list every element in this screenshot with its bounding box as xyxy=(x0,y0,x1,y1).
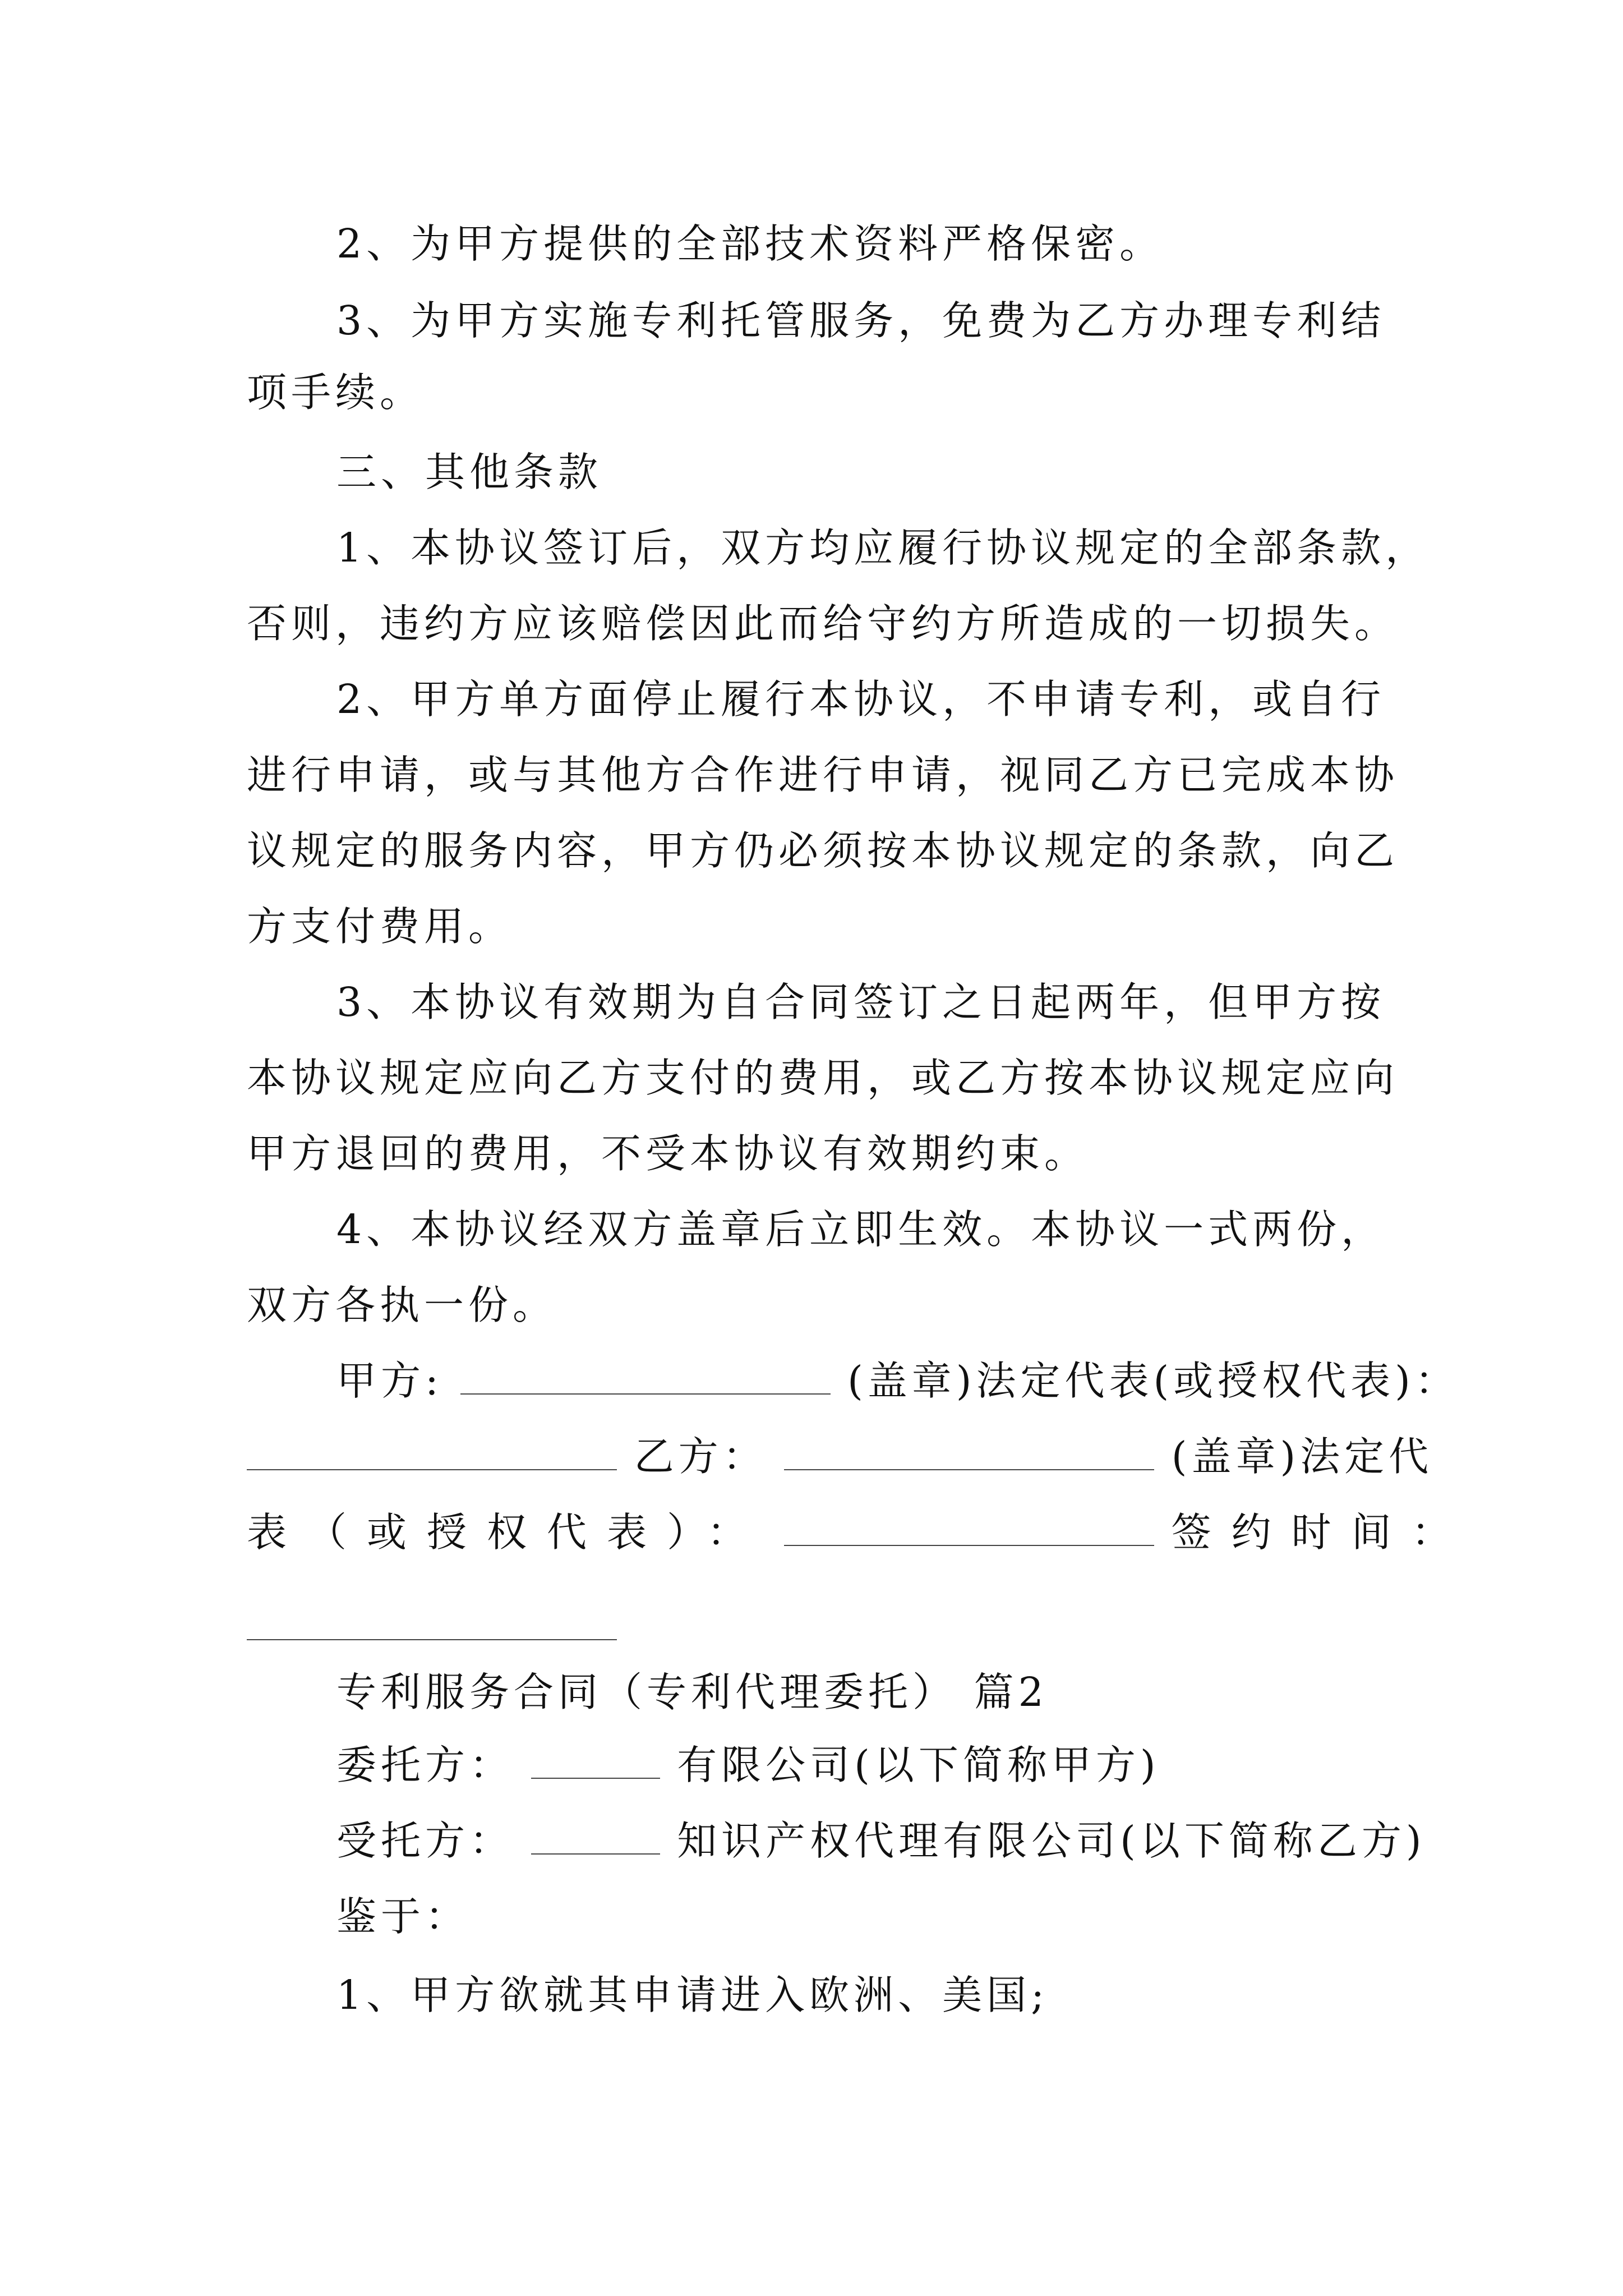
sign-time-label: 签约时间： xyxy=(1171,1509,1472,1556)
other-clause-4-line1: 4、本协议经双方盖章后立即生效。本协议一式两份， xyxy=(336,1206,1386,1253)
party-a-seal-rep: (盖章)法定代表(或授权代表)： xyxy=(847,1358,1459,1404)
agent-suffix: 知识产权代理有限公司(以下简称乙方) xyxy=(677,1818,1426,1864)
section2-title: 专利服务合同（专利代理委托） 篇2 xyxy=(336,1669,1048,1715)
client-blank[interactable] xyxy=(531,1743,660,1779)
other-clause-3-line2: 本协议规定应向乙方支付的费用，或乙方按本协议规定应向 xyxy=(247,1055,1399,1101)
party-a-rep-blank[interactable] xyxy=(247,1434,617,1470)
section-other-terms-heading: 三、其他条款 xyxy=(336,449,603,495)
party-b-blank[interactable] xyxy=(784,1434,1154,1470)
signature-line-time xyxy=(247,1507,1472,1558)
client-line xyxy=(336,1740,1160,1791)
other-clause-2-line3: 议规定的服务内容，甲方仍必须按本协议规定的条款，向乙 xyxy=(247,827,1399,874)
clause-2-confidential: 2、为甲方提供的全部技术资料严格保密。 xyxy=(336,220,1164,267)
other-clause-1-line2: 否则，违约方应该赔偿因此而给守约方所造成的一切损失。 xyxy=(247,600,1399,647)
signature-line-party-b xyxy=(247,1432,1433,1482)
other-clause-4-line2: 双方各执一份。 xyxy=(247,1282,557,1328)
party-b-seal-rep: (盖章)法定代 xyxy=(1171,1433,1433,1480)
agent-label: 受托方： xyxy=(336,1818,514,1864)
client-label: 委托方： xyxy=(336,1742,514,1788)
other-clause-1-line1: 1、本协议签订后，双方均应履行协议规定的全部条款， xyxy=(336,524,1430,571)
party-a-label: 甲方: xyxy=(336,1358,443,1404)
clause-3-trust-line1: 3、为甲方实施专利托管服务，免费为乙方办理专利结 xyxy=(336,297,1386,344)
party-b-label: 乙方： xyxy=(634,1433,767,1480)
party-b-rep-label: 表（或授权代表）： xyxy=(247,1509,767,1556)
client-suffix: 有限公司(以下简称甲方) xyxy=(677,1742,1160,1788)
agent-line xyxy=(336,1816,1426,1866)
other-clause-2-line2: 进行申请，或与其他方合作进行申请，视同乙方已完成本协 xyxy=(247,752,1399,798)
whereas-item-1: 1、甲方欲就其申请进入欧洲、美国; xyxy=(336,1972,1049,2018)
agent-blank[interactable] xyxy=(531,1819,660,1855)
other-clause-3-line3: 甲方退回的费用，不受本协议有效期约束。 xyxy=(247,1130,1089,1177)
other-clause-2-line1: 2、甲方单方面停止履行本协议，不申请专利，或自行 xyxy=(336,676,1386,723)
other-clause-3-line1: 3、本协议有效期为自合同签订之日起两年，但甲方按 xyxy=(336,979,1386,1025)
clause-3-trust-line2: 项手续。 xyxy=(247,369,425,416)
sign-time-blank[interactable] xyxy=(247,1639,617,1640)
party-a-blank[interactable] xyxy=(460,1359,831,1395)
signature-line-party-a xyxy=(336,1356,1459,1406)
whereas-heading: 鉴于： xyxy=(336,1893,470,1940)
party-b-rep-blank[interactable] xyxy=(784,1510,1154,1546)
other-clause-2-line4: 方支付费用。 xyxy=(247,903,513,950)
